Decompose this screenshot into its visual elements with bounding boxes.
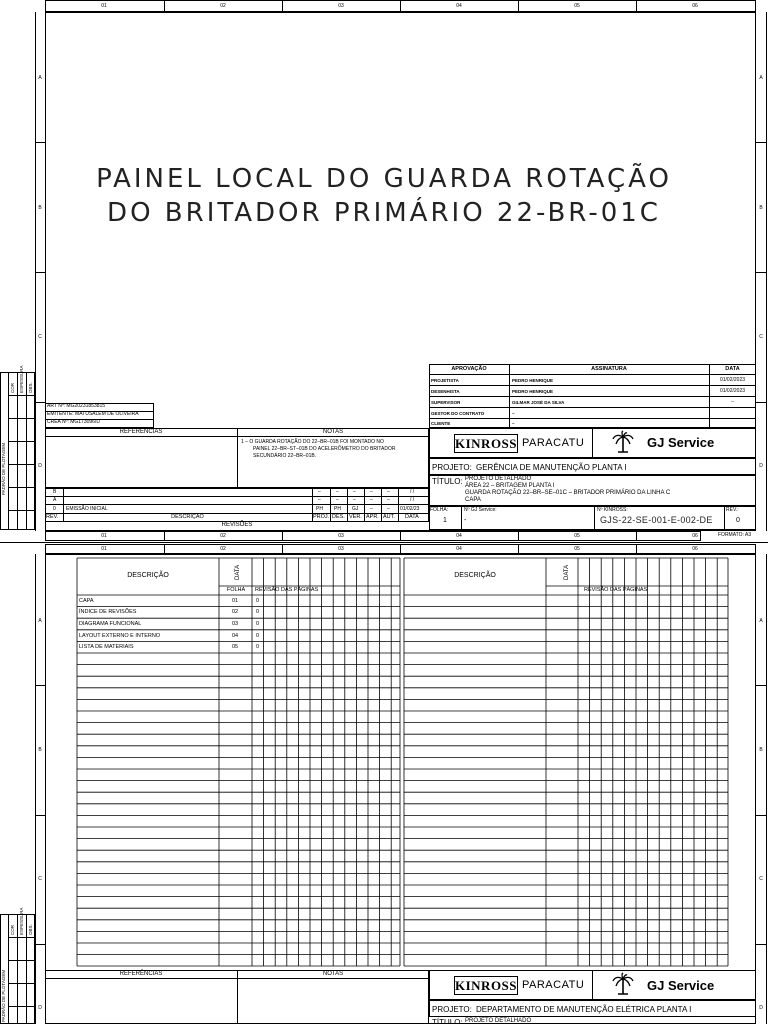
index-rev-header: REVISÃO DAS PÁGINAS: [584, 587, 648, 593]
zone-label: 06: [692, 546, 698, 552]
rev-cell: EMISSÃO INICIAL: [66, 506, 108, 512]
index-row-folha: 04: [232, 633, 239, 639]
projeto-value: GERÊNCIA DE MANUTENÇÃO PLANTA I: [476, 463, 627, 472]
approval-role: DESENHISTA: [431, 389, 460, 394]
gj-service-logo: GJ Service: [647, 978, 715, 993]
rev-header: REV.: [46, 514, 59, 520]
projeto-label: PROJETO:: [432, 1005, 472, 1014]
rev-cell: –: [336, 489, 339, 495]
zone-label: 04: [456, 533, 462, 539]
zone-label: 01: [101, 546, 107, 552]
zone-label: A: [759, 75, 763, 81]
index-row-rev: 0: [256, 609, 260, 615]
approval-role: GESTOR DO CONTRATO: [431, 411, 485, 416]
zone-label: 03: [338, 3, 344, 9]
approval-role: SUPERVISOR: [431, 400, 461, 405]
approval-date: –: [731, 399, 734, 405]
zone-label: C: [759, 876, 763, 882]
rev-cell: –: [387, 489, 390, 495]
index-row-folha: 05: [232, 644, 239, 650]
zone-label: A: [38, 618, 42, 624]
rev-cell: B: [53, 489, 57, 495]
plot-legend-col: ESPESSURA: [19, 365, 24, 393]
zone-label: 04: [456, 546, 462, 552]
rev-cell: / /: [410, 489, 415, 495]
zone-label: D: [38, 463, 42, 469]
plot-legend-col: OBS.: [28, 382, 33, 393]
zone-label: 06: [692, 533, 698, 539]
zone-label: 03: [338, 533, 344, 539]
plot-legend-title: PADRÃO DE PLOTAGEM: [1, 969, 6, 1022]
titulo-label: TÍTULO:: [432, 477, 463, 486]
notes-label: NOTAS: [322, 429, 344, 435]
index-row-folha: 02: [232, 609, 239, 615]
paracatu-label: PARACATU: [522, 979, 585, 991]
formato-label: FORMATO: A3: [718, 532, 752, 538]
gj-palm-icon: [610, 972, 636, 998]
approval-name: PEDRO HENRIQUE: [512, 389, 554, 394]
index-folha-header: FOLHA: [226, 587, 246, 593]
approval-header: APROVAÇÃO: [451, 366, 487, 372]
rev-cell: PH: [316, 506, 323, 512]
approval-date: 01/02/2023: [719, 388, 746, 394]
gj-service-logo: GJ Service: [647, 435, 715, 450]
rev-cell: –: [387, 506, 390, 512]
zone-label: A: [38, 75, 42, 81]
approval-role: PROJETISTA: [431, 378, 459, 383]
index-desc-header: DESCRIÇÃO: [454, 572, 496, 579]
zone-label: D: [759, 1005, 763, 1011]
gj-number-label: Nº GJ Service:: [464, 507, 497, 513]
rev-cell: –: [370, 489, 373, 495]
zone-label: D: [38, 1005, 42, 1011]
art-emitente: EMITENTE: MATUSALEM DE OLIVEIRA: [47, 411, 139, 417]
zone-label: B: [759, 747, 763, 753]
zone-label: 06: [692, 3, 698, 9]
references-label: REFERÊNCIAS: [119, 971, 163, 977]
zone-label: 05: [574, 3, 580, 9]
zone-label: B: [759, 205, 763, 211]
note-line: PAINEL 22–BR–ST–01B DO ACELERÔMETRO DO BRITADOR: [253, 446, 396, 452]
references-label: REFERÊNCIAS: [119, 429, 163, 435]
zone-label: 04: [456, 3, 462, 9]
projeto-label: PROJETO:: [432, 463, 472, 472]
rev-cell: –: [353, 489, 356, 495]
rev-cell: 01/02/23: [400, 506, 420, 512]
approval-date: 01/02/2023: [719, 377, 746, 383]
rev-cell: A: [53, 497, 57, 503]
zone-label: C: [38, 876, 42, 882]
rev-cell: –: [370, 497, 373, 503]
index-row-folha: 03: [232, 621, 239, 627]
index-row-folha: 01: [232, 598, 239, 604]
approval-header: DATA: [725, 366, 740, 372]
folha-value: 1: [443, 517, 447, 524]
zone-label: 01: [101, 533, 107, 539]
zone-label: 01: [101, 3, 107, 9]
kinross-number-value: GJS-22-SE-001-E-002-DE: [600, 515, 713, 525]
kinross-logo: KINROSS: [455, 978, 518, 993]
zone-label: 05: [574, 546, 580, 552]
rev-cell: –: [353, 497, 356, 503]
index-row-desc: LAYOUT EXTERNO E INTERNO: [79, 633, 161, 639]
zone-label: 02: [220, 3, 226, 9]
revisions-caption: REVISÕES: [221, 522, 253, 528]
approval-name: –: [512, 421, 515, 426]
index-row-desc: LISTA DE MATERIAIS: [79, 644, 134, 650]
rev-cell: –: [318, 489, 321, 495]
art-number: ART Nº: MG20231853815: [47, 403, 106, 409]
index-row-rev: 0: [256, 644, 260, 650]
zone-label: B: [38, 747, 42, 753]
plot-legend-col: COR: [10, 383, 15, 393]
rev-cell: PH: [334, 506, 341, 512]
rev-header: APR.: [366, 514, 379, 520]
rev-header: DES.: [332, 514, 345, 520]
rev-cell: 0: [53, 506, 56, 512]
rev-value: 0: [736, 517, 740, 524]
plot-legend-col: COR: [10, 925, 15, 935]
zone-label: C: [38, 334, 42, 340]
index-row-desc: ÍNDICE DE REVISÕES: [79, 609, 137, 615]
projeto-value: DEPARTAMENTO DE MANUTENÇÃO ELÉTRICA PLANTA I: [476, 1005, 692, 1014]
rev-cell: –: [370, 506, 373, 512]
index-rev-header: REVISÃO DAS PÁGINAS: [255, 587, 319, 593]
titulo-line: PROJETO DETALHADO: [465, 476, 532, 482]
paracatu-label: PARACATU: [522, 437, 585, 449]
rev-label: REV.:: [726, 507, 739, 513]
notes-label: NOTAS: [322, 971, 344, 977]
index-row-rev: 0: [256, 633, 260, 639]
zone-label: D: [759, 463, 763, 469]
rev-cell: –: [387, 497, 390, 503]
titulo-line: ÁREA 22 – BRITAGEM PLANTA I: [465, 483, 555, 489]
index-row-desc: CAPA: [79, 598, 94, 604]
rev-header: AUT.: [383, 514, 395, 520]
plot-legend-title: PADRÃO DE PLOTAGEM: [1, 442, 6, 495]
approval-header: ASSINATURA: [591, 366, 627, 372]
approval-name: PEDRO HENRIQUE: [512, 378, 554, 383]
note-line: SECUNDÁRIO 22–BR–01B.: [253, 453, 317, 459]
rev-cell: / /: [410, 497, 415, 503]
approval-name: GILMAR JOSÉ DA SILVA: [512, 400, 565, 405]
note-line: 1 – O GUARDA ROTAÇÃO DO 22–BR–01B FOI MONTADO NO: [241, 439, 384, 445]
index-desc-header: DESCRIÇÃO: [127, 572, 169, 579]
index-row-rev: 0: [256, 621, 260, 627]
index-data-header: DATA: [235, 564, 241, 580]
titulo-line: PROJETO DETALHADO: [465, 1018, 532, 1024]
rev-header: DESCRIÇÃO: [171, 514, 204, 520]
rev-header: PROJ.: [313, 514, 330, 520]
titulo-label: TÍTULO:: [432, 1018, 463, 1024]
kinross-number-label: Nº KINROSS:: [597, 507, 628, 513]
rev-cell: –: [318, 497, 321, 503]
zone-label: 03: [338, 546, 344, 552]
titulo-line: GUARDA ROTAÇÃO 22–BR–SE–01C – BRITADOR PRIMÁRIO DA LINHA C: [465, 490, 671, 496]
plot-legend-col: OBS.: [28, 924, 33, 935]
index-row-desc: DIAGRAMA FUNCIONAL: [79, 621, 142, 627]
zone-label: C: [759, 334, 763, 340]
index-row-rev: 0: [256, 598, 260, 604]
index-data-header: DATA: [564, 564, 570, 580]
art-crea: CREA Nº: MG173096/D: [47, 419, 100, 425]
titulo-line: CAPA: [465, 497, 481, 503]
zone-label: 02: [220, 546, 226, 552]
kinross-logo: KINROSS: [455, 436, 518, 451]
plot-legend-col: ESPESSURA: [19, 907, 24, 935]
rev-header: DATA: [405, 514, 419, 520]
drawing-title-line-2: DO BRITADOR PRIMÁRIO 22-BR-01C: [107, 198, 661, 228]
approval-role: CLIENTE: [431, 421, 451, 426]
rev-cell: –: [336, 497, 339, 503]
zone-label: 05: [574, 533, 580, 539]
rev-header: VER.: [349, 514, 362, 520]
rev-cell: GJ: [352, 506, 359, 512]
gj-number-value: -: [464, 517, 467, 524]
zone-label: A: [759, 618, 763, 624]
zone-label: 02: [220, 533, 226, 539]
drawing-title-line-1: PAINEL LOCAL DO GUARDA ROTAÇÃO: [96, 164, 672, 194]
zone-label: B: [38, 205, 42, 211]
folha-label: FOLHA:: [430, 507, 449, 513]
approval-name: –: [512, 411, 515, 416]
